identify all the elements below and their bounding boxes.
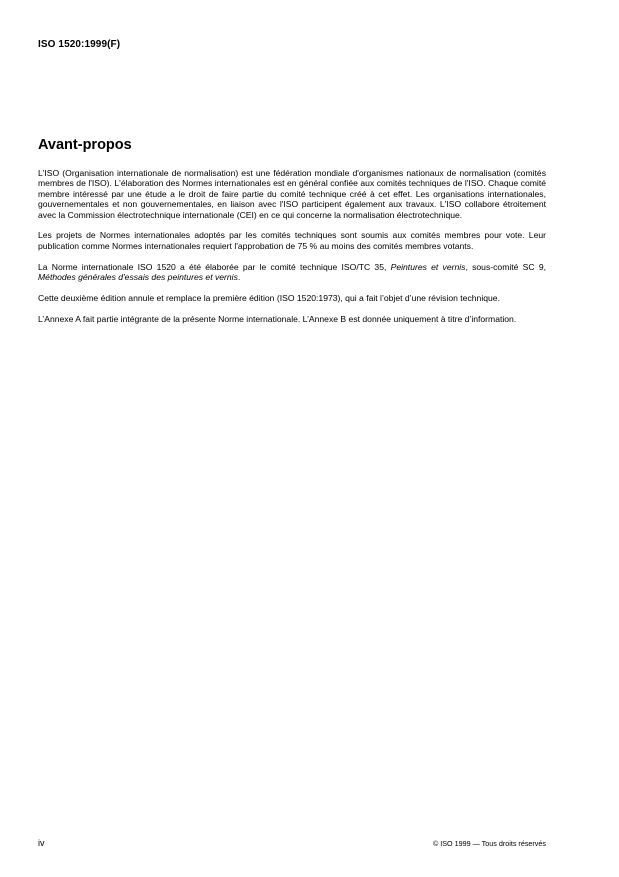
copyright-notice: © ISO 1999 — Tous droits réservés — [432, 839, 546, 848]
document-id: ISO 1520:1999(F) — [38, 39, 121, 50]
paragraph-annex-note: L’Annexe A fait partie intégrante de la présente Norme internationale. L’Annexe B est donnée uniquement à titre d’information. — [38, 313, 517, 324]
paragraph-text-segment: La Norme internationale ISO 1520 a été élaborée par le comité technique ISO/TC 35, — [38, 261, 391, 272]
paragraph-iso-organisation: L'ISO (Organisation internationale de normalisation) est une fédération mondiale d'organismes nationaux de normalisation (comités membres de l'ISO). L'élaboration des Normes internationales est en général confiée aux comités techniques de l'ISO. Chaque comité membre intéressé par une étude a le droit de faire partie du comité technique créé à cet effet. Les organisations internationales, gouvernementales et non gouvernementales, en liaison avec l'ISO participent également aux travaux. L'ISO collabore étroitement avec la Commission électrotechnique internationale (CEI) en ce qui concerne la normalisation électrotechnique. — [38, 168, 546, 220]
paragraph-committee-preparation — [38, 262, 546, 283]
subcommittee-title-italic: Méthodes générales d'essais des peintures et vernis — [38, 272, 238, 283]
foreword-body — [38, 168, 546, 334]
page-number: iv — [38, 838, 45, 848]
paragraph-draft-standards: Les projets de Normes internationales adoptés par les comités techniques sont soumis aux comités membres pour vote. Leur publication comme Normes internationales requiert l'approbation de 75 % au moins des comités membres votants. — [38, 230, 546, 251]
paragraph-edition-note: Cette deuxième édition annule et remplace la première édition (ISO 1520:1973), qui a fait l’objet d’une révision technique. — [38, 292, 500, 303]
committee-title-italic: Peintures et vernis — [390, 261, 466, 272]
paragraph-text-segment: , sous-comité SC 9, — [465, 261, 547, 272]
section-title: Avant-propos — [38, 137, 132, 153]
paragraph-text-segment: . — [237, 272, 241, 283]
